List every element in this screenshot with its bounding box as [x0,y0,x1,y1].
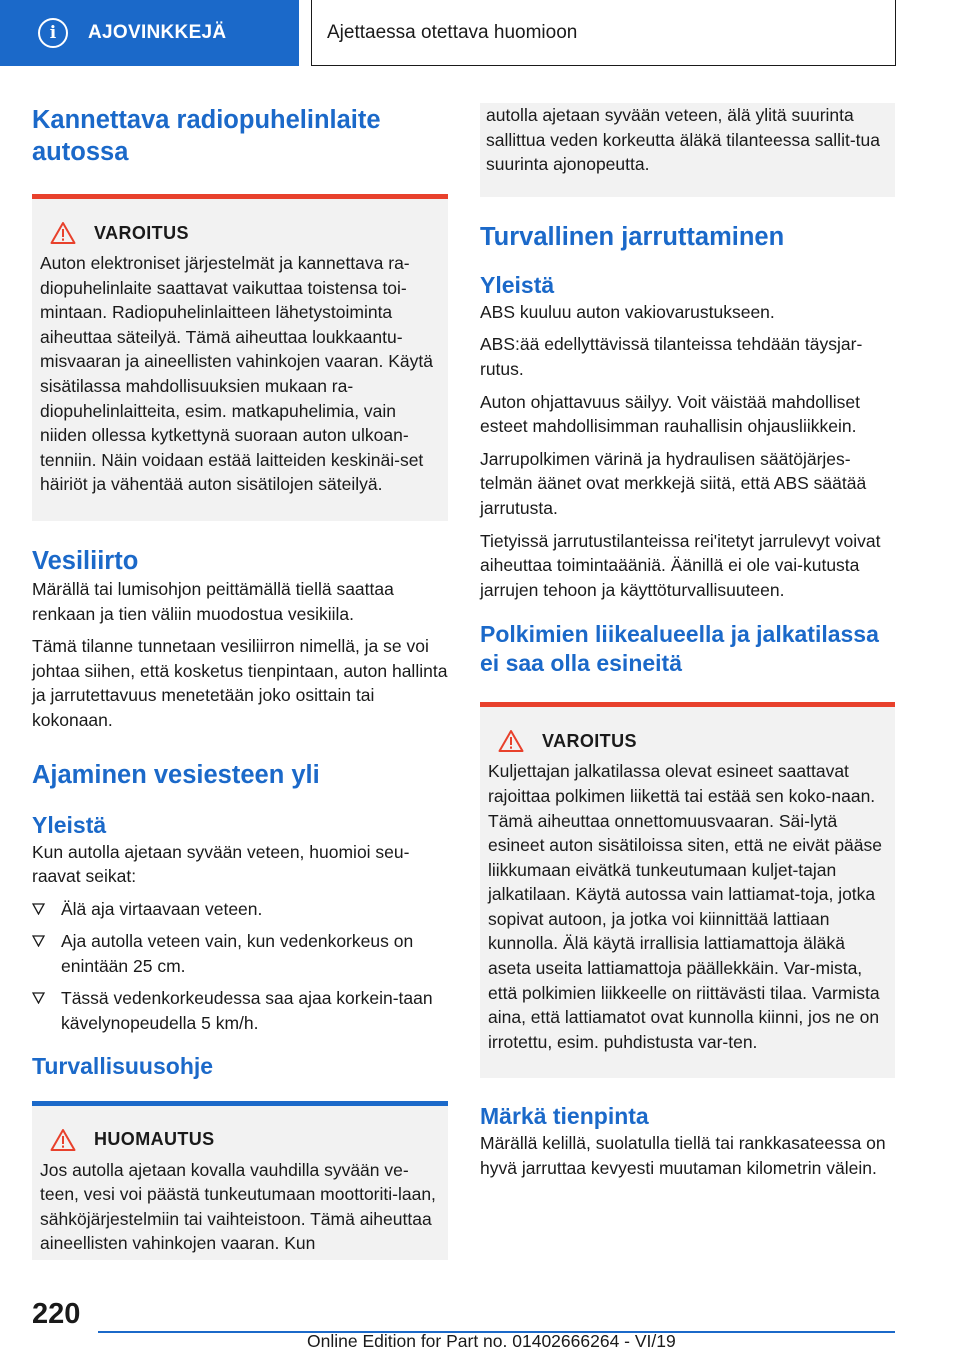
list-item: Tässä vedenkorkeudessa saa ajaa korkein-taan kävelynopeudella 5 km/h. [32,986,448,1035]
braking-paragraph: ABS:ää edellyttävissä tilanteissa tehdään täysjar-rutus. [480,334,863,379]
water-crossing-heading: Ajaminen vesiesteen yli [32,760,320,789]
section-tab-label: AJOVINKKEJÄ [88,22,227,43]
wet-road-heading: Märkä tienpinta [480,1103,649,1130]
list-item: Aja autolla veteen vain, kun vedenkorkeus on enintään 25 cm. [32,929,448,978]
list-item: Älä aja virtaavaan veteen. [32,897,448,922]
warning-body: Kuljettajan jalkatilassa olevat esineet saattavat rajoittaa polkimen liikettä tai estää sen koko-naan. Tämä aiheuttaa onnettomuusvaaran. Säi-lytä esineet auton sisätiloissa siten, että ne eivät pääse liikkumaan eivätkä tunkeutumaan kuljet-tajan jalkatilaan. Käytä autossa vain lattiamat-toja, jotka sopivat autoon, ja jotka voi kiinnittää lattiaan kunnolla. Älä käytä irrallisia lattiamattoja äläkä aseta useita lattiamattoja päällekkäin. Var-mista, että polkimien liikkeelle on riittävästi tilaa. Varmista aina, että lattiamatot ovat kunnolla kiinni, jos ne on irrotettu, esim. puhdistusta var-ten. [488,761,882,1052]
notice-triangle-icon [50,1128,76,1152]
water-bullet-list [32,897,448,1036]
warning-body: Auton elektroniset järjestelmät ja kannettava ra-diopuhelinlaite saattavat vaikuttaa toistensa toi-mintaan. Radiopuhelinlaitteen lähetystoiminta aiheuttaa säteilyä. Tämä aiheuttaa loukkaantu-misvaaran ja aineellisten vahinkojen vaaran. Käytä sisätilassa mahdollisuuksien mukaan ra-diopuhelinlaitteita, esim. matkapuhelimia, vain niiden ollessa kytkettynä suoraan auton ulkoan-tenniin. Näin voidaan estää laitteiden keskinäi-set häiriöt ja vähentää auton sisätilojen säteilyä. [40,253,434,495]
notice-continuation-box [480,103,895,197]
section-tab [0,0,299,66]
info-icon: i [38,18,68,48]
bullet-triangle-icon [32,903,45,915]
notice-header [40,1128,438,1152]
general-subheading: Yleistä [480,271,555,298]
braking-paragraph: ABS kuuluu auton vakiovarustukseen. [480,301,775,322]
warning-label: VAROITUS [542,730,637,751]
water-intro: Kun autolla ajetaan syvään veteen, huomioi seu-raavat seikat: [32,841,410,887]
page-number: 220 [32,1298,81,1330]
warning-label: VAROITUS [94,222,189,243]
braking-paragraph: Auton ohjattavuus säilyy. Voit väistää mahdolliset esteet mahdollisimman rauhallisin ohjausliikkein. [480,391,861,437]
page-header-title: Ajettaessa otettava huomioon [311,0,896,66]
warning-header [488,729,885,753]
notice-label: HUOMAUTUS [94,1129,215,1150]
warning-triangle-icon [50,221,76,245]
pedal-heading: Polkimien liikealueella ja jalkatilassa ei saa olla esineitä [480,621,879,677]
bullet-triangle-icon [32,935,45,947]
aquaplaning-paragraph: Märällä tai lumisohjon peittämällä tiellä saattaa renkaan ja tien väliin muodostua vesikiila. [32,578,394,624]
right-column [480,103,895,1181]
notice-continuation-text: autolla ajetaan syvään veteen, älä ylitä suurinta sallittua veden korkeutta äläkä tilanteessa sallit-tua suurinta ajonopeutta. [486,105,880,175]
braking-heading: Turvallinen jarruttaminen [480,222,785,251]
notice-box [32,1101,448,1260]
notice-body: Jos autolla ajetaan kovalla vauhdilla syvään ve-teen, vesi voi päästä tunkeutumaan moottoriti-laan, sähköjärjestelmiin tai vaihteistoon. Tämä aiheuttaa aineellisten vahinkojen vaaran. Kun [40,1159,436,1254]
aquaplaning-paragraph: Tämä tilanne tunnetaan vesiliirron nimellä, ja se voi johtaa siihen, että kosketus tienpintaan, auton hallinta ja jarrutettavuus menetetään joko osittain tai kokonaan. [32,636,448,730]
safety-subheading: Turvallisuusohje [32,1052,214,1079]
wet-road-paragraph: Märällä kelillä, suolatulla tiellä tai rankkasateessa on hyvä jarruttaa kevyesti muutaman kilometrin välein. [480,1133,886,1179]
braking-paragraph: Jarrupolkimen värinä ja hydraulisen säätöjärjes-telmän äänet ovat merkkejä siitä, että ABS säätää jarrutusta. [480,448,867,518]
left-column [32,100,448,1260]
edition-info: Online Edition for Part no. 01402666264 - VI/19 [307,1331,676,1351]
radio-warning-box [32,194,448,521]
radio-heading: Kannettava radiopuhelinlaite autossa [32,106,381,166]
bullet-triangle-icon [32,992,45,1004]
aquaplaning-heading: Vesiliirto [32,546,139,575]
warning-triangle-icon [498,729,524,753]
general-subheading: Yleistä [32,811,107,838]
pedal-warning-box [480,702,895,1078]
warning-header [40,221,438,245]
braking-paragraph: Tietyissä jarrutustilanteissa rei'itetyt jarrulevyt voivat aiheuttaa toimintaääniä. Äänillä ei ole vai-kutusta jarrujen tehoon ja käyttöturvallisuuteen. [480,530,881,600]
